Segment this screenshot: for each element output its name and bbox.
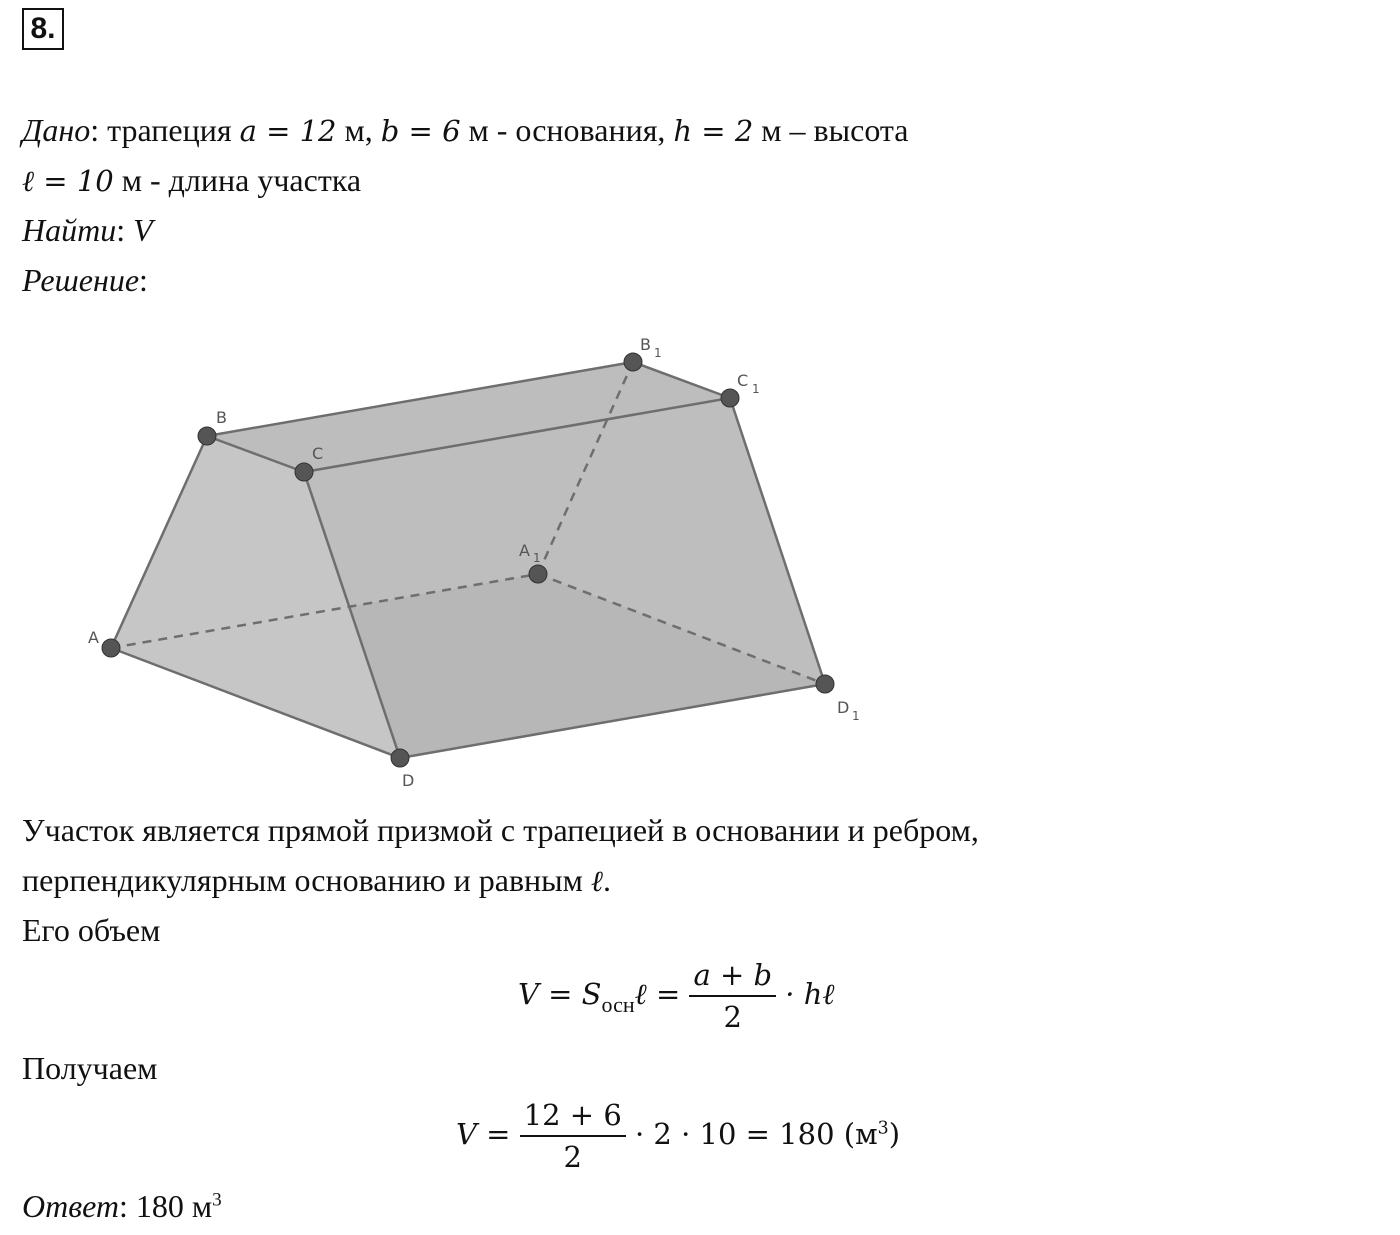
label-c: C (312, 444, 324, 463)
formula2-tail: · 2 · 10 = 180 (м (625, 1117, 878, 1151)
label-c1-sub: 1 (752, 382, 760, 396)
formula1-tail: · hℓ (776, 977, 835, 1011)
vertex-a1 (529, 565, 547, 583)
problem-number: 8. (22, 8, 64, 50)
paragraph-period: . (603, 862, 612, 898)
solution-label: Решение (22, 262, 140, 298)
vertex-c (295, 463, 313, 481)
vertex-c1 (721, 389, 739, 407)
label-a1: A (519, 541, 530, 560)
label-c1: C (737, 371, 749, 390)
given-text-5: м - длина участка (113, 162, 362, 198)
given-line-1 (22, 108, 909, 152)
given-a-expr: a = 12 (239, 114, 337, 148)
formula1-fraction (689, 955, 776, 1037)
vertex-d (391, 749, 409, 767)
answer-line (22, 1184, 222, 1228)
paragraph-line-2-text: перпендикулярным основанию и равным (22, 862, 591, 898)
find-line (22, 208, 153, 252)
result-intro: Получаем (22, 1050, 158, 1086)
answer-sup: 3 (212, 1189, 222, 1211)
volume-formula (518, 955, 834, 1037)
formula1-mid: ℓ = (634, 977, 690, 1011)
given-l-expr: ℓ = 10 (22, 164, 114, 198)
solution-line (22, 258, 148, 302)
label-d1-sub: 1 (852, 709, 860, 723)
paragraph-l-symbol: ℓ (590, 864, 604, 898)
formula2-denominator: 2 (563, 1140, 582, 1174)
given-text-2: м, (336, 112, 381, 148)
answer-label: Ответ (22, 1188, 119, 1224)
formula2-numerator: 12 + 6 (520, 1095, 626, 1137)
formula2-lhs: V = (456, 1117, 520, 1151)
label-b: B (216, 408, 227, 427)
paragraph-line-2 (22, 858, 611, 902)
answer-value: 180 м (135, 1188, 213, 1224)
volume-intro: Его объем (22, 912, 161, 948)
vertex-b1 (624, 353, 642, 371)
solution-colon: : (139, 262, 148, 298)
find-value: V (133, 212, 153, 248)
formula2-sup: 3 (877, 1118, 889, 1139)
formula1-sub: осн (601, 992, 635, 1017)
given-b-expr: b = 6 (380, 114, 461, 148)
find-label: Найти (22, 212, 117, 248)
given-label: Дано (22, 112, 91, 148)
label-b1: B (640, 335, 651, 354)
label-d: D (402, 771, 415, 790)
find-colon: : (116, 212, 134, 248)
formula2-fraction (520, 1095, 626, 1177)
given-line-2 (22, 158, 361, 202)
label-a1-sub: 1 (533, 551, 541, 565)
vertex-a (102, 639, 120, 657)
given-text-4: м – высота (753, 112, 909, 148)
answer-colon: : (119, 1188, 136, 1224)
result-formula (456, 1095, 900, 1177)
vertex-b (198, 427, 216, 445)
given-text-1: : трапеция (90, 112, 240, 148)
paragraph-line-1: Участок является прямой призмой с трапецией в основании и ребром, (22, 812, 979, 848)
label-d1: D (837, 698, 850, 717)
formula1-numerator: a + b (689, 955, 776, 997)
label-a: A (88, 628, 99, 647)
formula2-close: ) (888, 1117, 901, 1151)
formula1-lhs: V = S (518, 977, 602, 1011)
formula1-denominator: 2 (723, 1000, 742, 1034)
prism-figure (0, 320, 900, 800)
given-text-3: м - основания, (460, 112, 674, 148)
label-b1-sub: 1 (654, 346, 662, 360)
given-h-expr: h = 2 (673, 114, 754, 148)
vertex-d1 (816, 675, 834, 693)
